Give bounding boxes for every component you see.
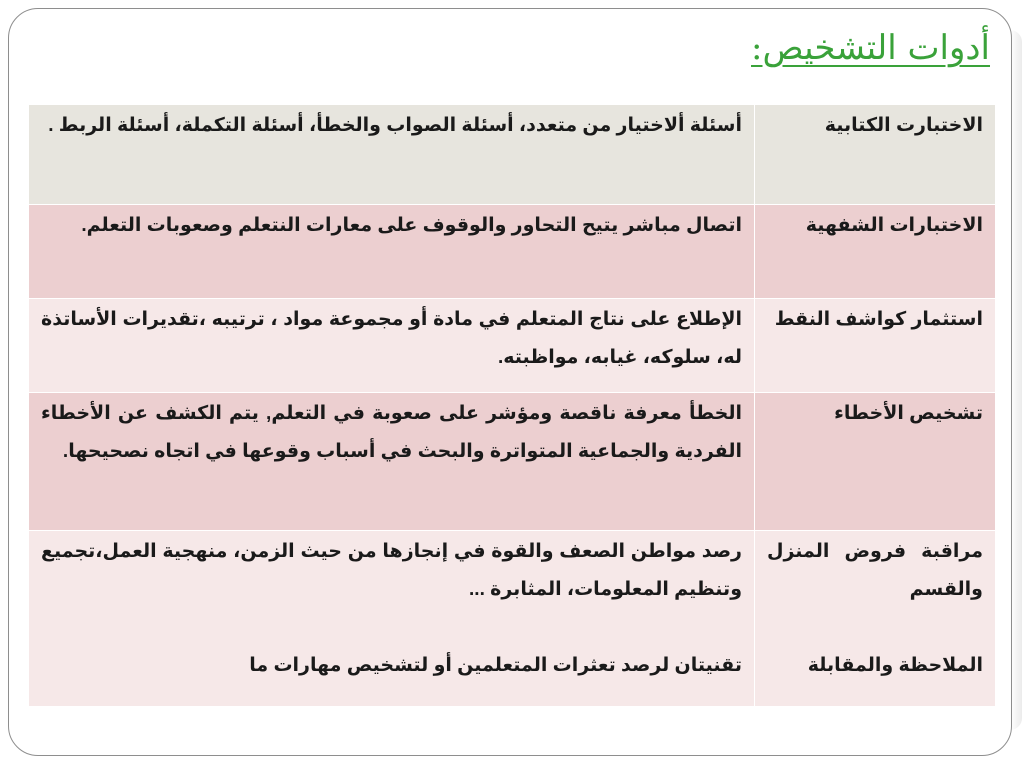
tool-description-cell: الخطأ معرفة ناقصة ومؤشر على صعوبة في التعلم, يتم الكشف عن الأخطاء الفردية والجماعية المتواترة والبحث في أسباب وقوعها في اتجاه نصحيحها. xyxy=(29,393,755,531)
spacer xyxy=(767,609,983,647)
tool-description-cell: اتصال مباشر يتيح التحاور والوقوف على معارات النتعلم وصعوبات التعلم. xyxy=(29,205,755,299)
tool-name-cell: الاختبارات الشفهية xyxy=(755,205,996,299)
spacer xyxy=(41,609,742,647)
tool-name-secondary: الملاحظة والمقابلة xyxy=(807,655,983,676)
tool-name-cell: استثمار كواشف النقط xyxy=(755,299,996,393)
slide-title: أدوات التشخيص: xyxy=(751,28,990,68)
tool-description-cell: الإطلاع على نتاج المتعلم في مادة أو مجموعة مواد ، ترتيبه ،تقديرات الأساتذة له، سلوكه، غيابه، مواظبته. xyxy=(29,299,755,393)
tool-name-cell xyxy=(755,531,996,707)
slide-shadow xyxy=(1010,30,1022,730)
diagnostic-tools-table xyxy=(28,104,996,707)
table-row xyxy=(29,393,996,531)
tool-name-primary: مراقبة فروض المنزل والقسم xyxy=(767,541,983,600)
tool-name-cell: الاختبارت الكتابية xyxy=(755,105,996,205)
tool-description-secondary: تقنيتان لرصد تعثرات المتعلمين أو لتشخيص مهارات ما xyxy=(249,655,742,676)
tool-name-cell: تشخيص الأخطاء xyxy=(755,393,996,531)
table-row xyxy=(29,205,996,299)
table-row xyxy=(29,531,996,707)
table-row xyxy=(29,299,996,393)
tool-description-cell xyxy=(29,531,755,707)
tool-description-cell: أسئلة ألاختيار من متعدد، أسئلة الصواب والخطأ، أسئلة التكملة، أسئلة الربط . xyxy=(29,105,755,205)
tool-description-primary: رصد مواطن الصعف والقوة في إنجازها من حيث الزمن، منهجية العمل،تجميع وتنظيم المعلومات، المثابرة ... xyxy=(41,541,742,600)
table-row xyxy=(29,105,996,205)
